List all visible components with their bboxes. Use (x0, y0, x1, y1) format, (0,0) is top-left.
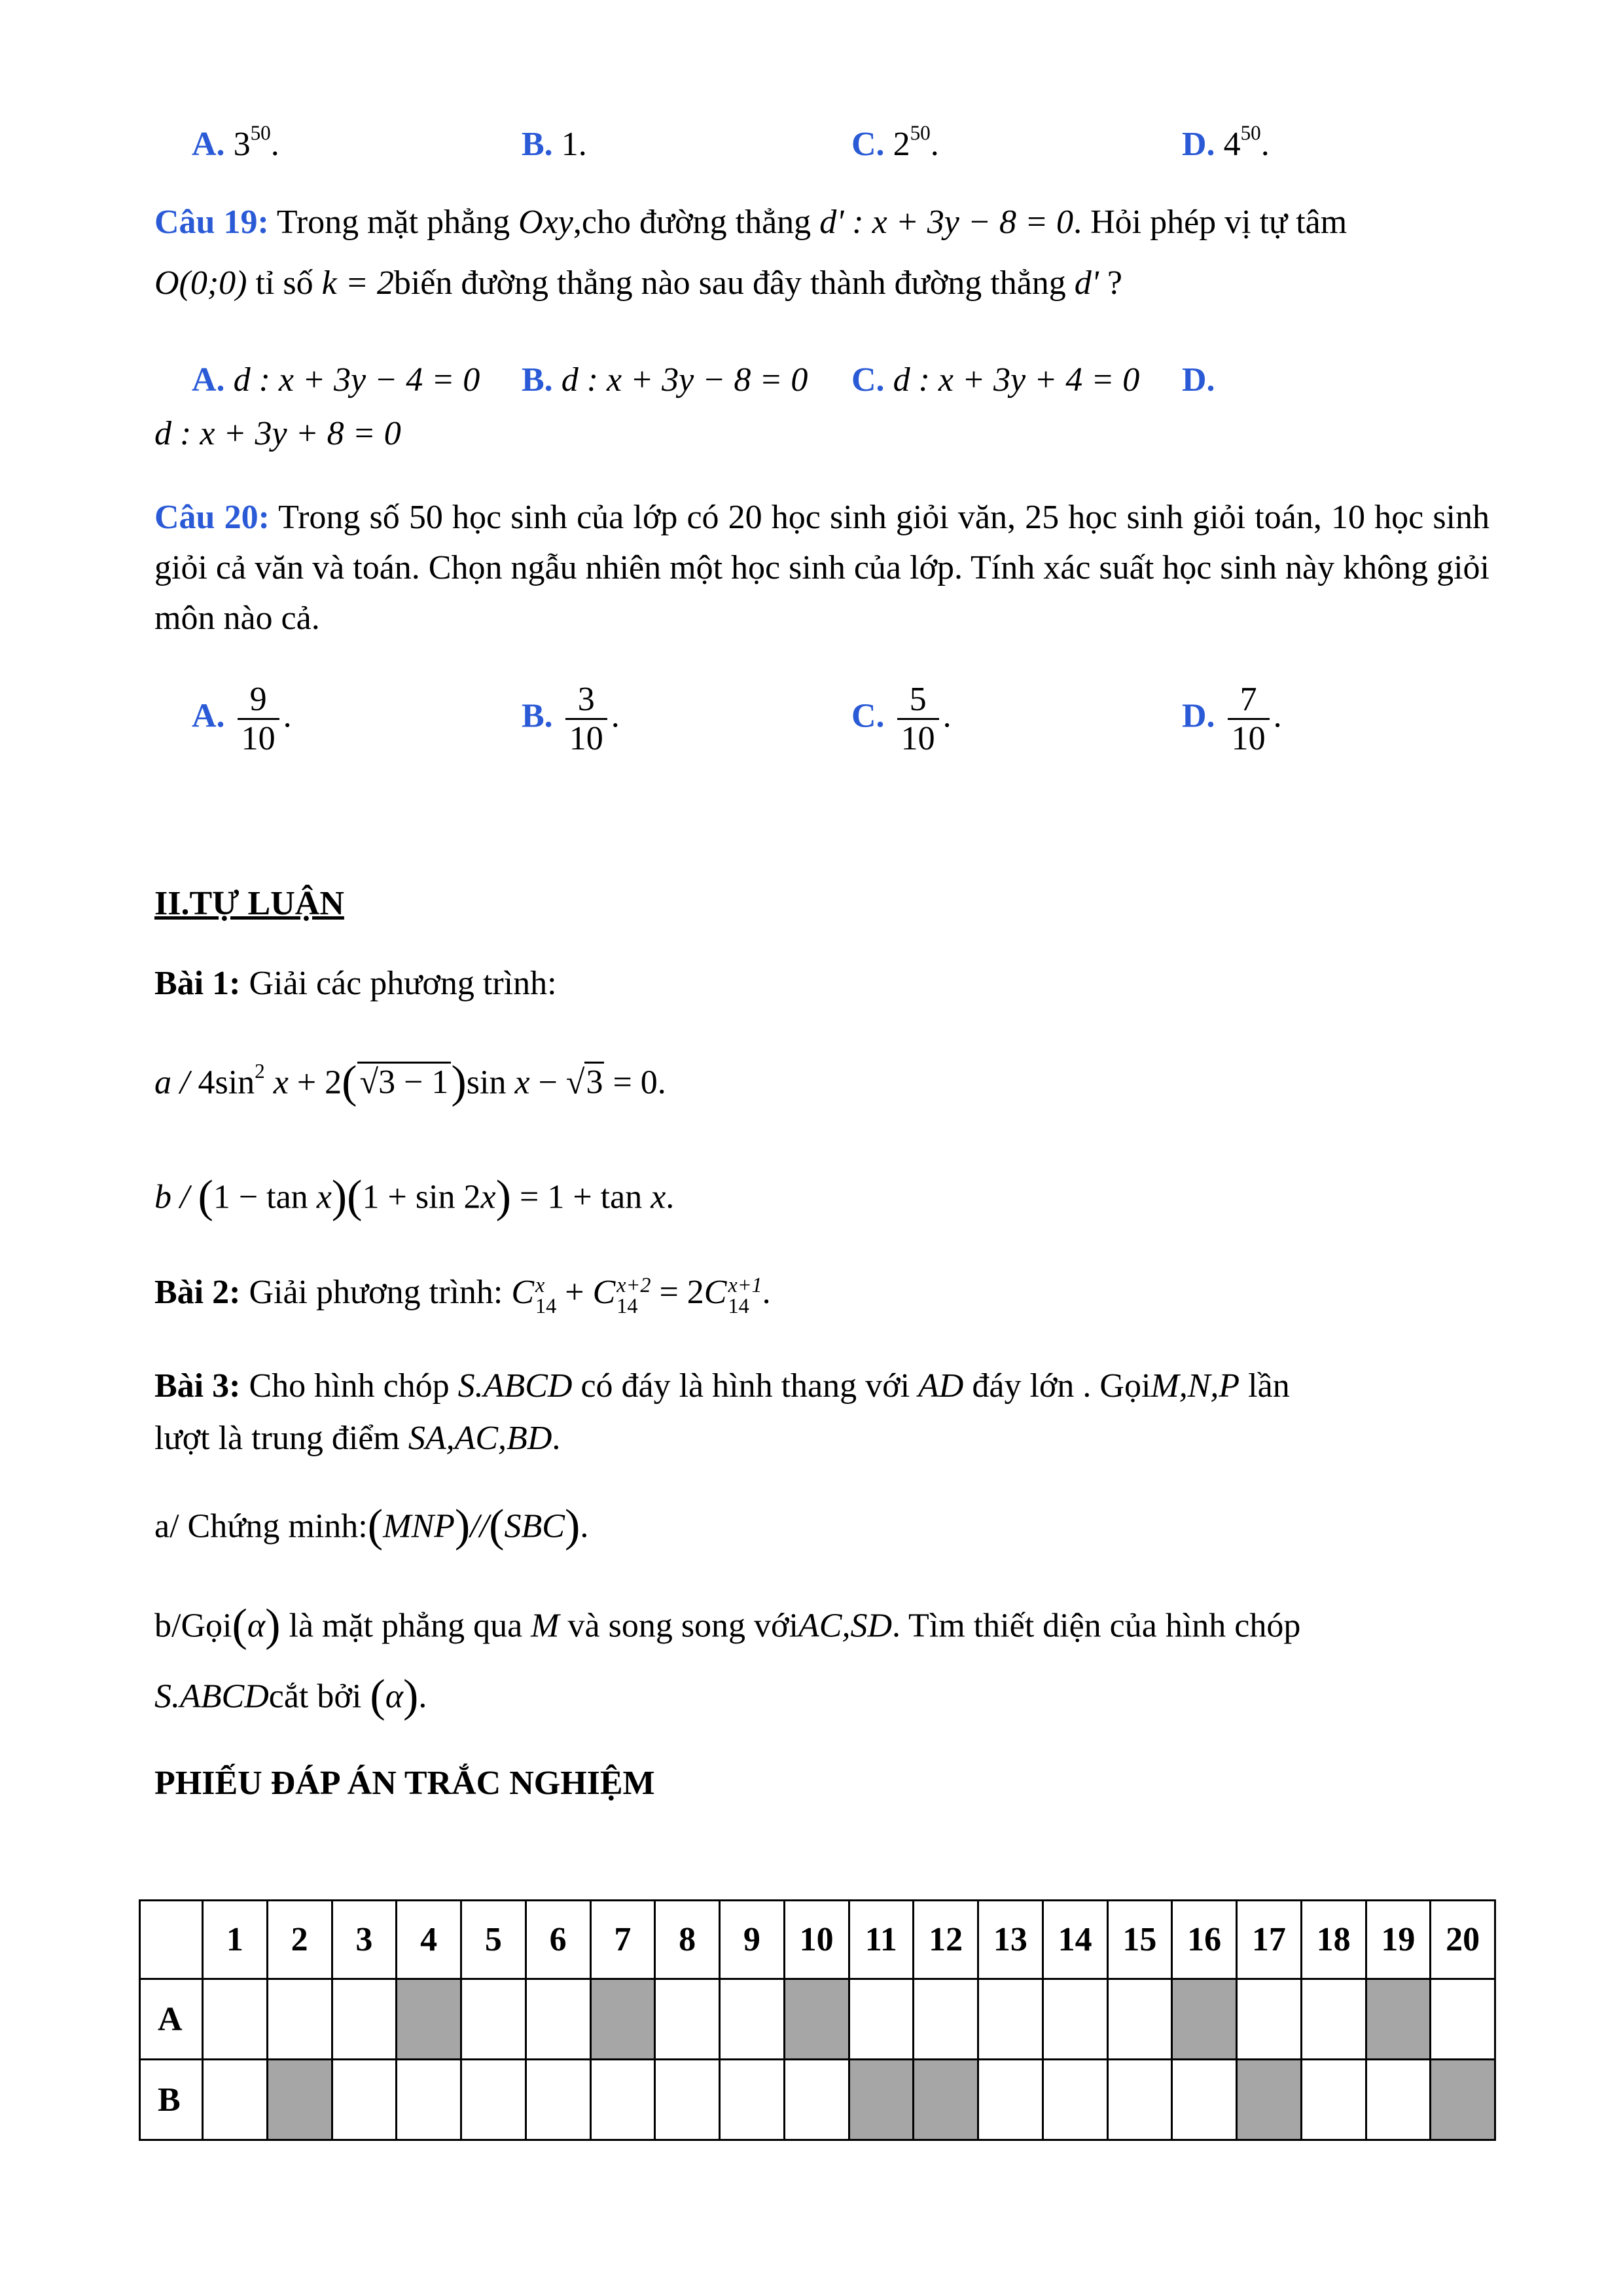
q20-option-b: B. $\frac{3}{10}$ . (522, 681, 620, 758)
answer-cell-b (784, 2060, 849, 2140)
q18-option-b: B. 1. (522, 126, 587, 163)
column-header: 13 (978, 1901, 1043, 1979)
q19-option-b: B. d : x + 3y − 8 = 0 (522, 361, 808, 399)
answer-cell-a (1301, 1979, 1366, 2060)
bai2-equation: C x 14 + C x+2 14 = 2C x+1 14 . (511, 1272, 771, 1318)
q20-text: Câu 20: Trong số 50 học sinh của lớp có 20 học sinh giỏi văn, 25 học sinh giỏi toán, 10 học sinh giỏi cả văn và toán. Chọn ngẫu nhiên một học sinh của lớp. Tính xác suất học sinh này không giỏi môn nào cả. (154, 499, 1490, 637)
answer-cell-a (1366, 1979, 1431, 2060)
q20-option-a: A. $\frac{9}{10}$ . (192, 681, 292, 758)
answer-cell-b (332, 2060, 397, 2140)
fraction: $\frac{5}{10}$ (897, 681, 939, 757)
answer-cell-a (590, 1979, 655, 2060)
section-title: II.TỰ LUẬN (154, 885, 344, 922)
answer-cell-b (1301, 2060, 1366, 2140)
answer-cell-b (1431, 2060, 1495, 2140)
q19-option-a: A. d : x + 3y − 4 = 0 (192, 361, 480, 399)
bai1-equation-b: b / (1 − tan x)(1 + sin 2x) = 1 + tan x. (154, 1171, 675, 1222)
column-header: 9 (720, 1901, 785, 1979)
column-header: 8 (655, 1901, 720, 1979)
q20-option-c: C. $\frac{5}{10}$ . (851, 681, 952, 758)
answer-cell-a (526, 1979, 590, 2060)
answer-cell-b (267, 2060, 332, 2140)
answer-cell-b (1172, 2060, 1237, 2140)
column-header: 7 (590, 1901, 655, 1979)
answer-cell-b (978, 2060, 1043, 2140)
answer-cell-a (1237, 1979, 1302, 2060)
column-header: 3 (332, 1901, 397, 1979)
fraction: $\frac{9}{10}$ (238, 681, 279, 757)
option-label: A. (192, 126, 225, 163)
answer-cell-b (203, 2060, 268, 2140)
answer-cell-b (1043, 2060, 1107, 2140)
question-label: Câu 19: (154, 204, 269, 241)
q20-option-d: D. $\frac{7}{10}$ . (1182, 681, 1282, 758)
bai1-equation-a: a / $4\sin^2$ x + 2(√3 − 1)sin x − √3 = 0. (154, 1056, 666, 1107)
question-label: Câu 20: (154, 499, 270, 536)
answer-cell-a (1172, 1979, 1237, 2060)
answer-cell-b (1366, 2060, 1431, 2140)
answer-cell-b (461, 2060, 526, 2140)
column-header: 11 (849, 1901, 914, 1979)
answer-sheet-title: PHIẾU ĐÁP ÁN TRẮC NGHIỆM (154, 1765, 655, 1802)
answer-sheet-table (139, 1899, 1496, 2141)
bai3-part-b-line-1: b/Gọi(α) là mặt phẳng qua M và song song vớiAC,SD. Tìm thiết diện của hình chóp (154, 1600, 1301, 1651)
answer-cell-a (461, 1979, 526, 2060)
q19-option-d-math: d : x + 3y + 8 = 0 (154, 415, 401, 452)
answer-sheet-header-row (140, 1901, 1495, 1979)
fraction: $\frac{3}{10}$ (565, 681, 607, 757)
answer-cell-a (978, 1979, 1043, 2060)
q19-option-d-label: D. (1182, 361, 1215, 399)
column-header: 20 (1431, 1901, 1495, 1979)
answer-cell-b (526, 2060, 590, 2140)
answer-cell-a (914, 1979, 978, 2060)
column-header: 10 (784, 1901, 849, 1979)
answer-cell-a (267, 1979, 332, 2060)
option-label: B. (522, 126, 553, 163)
column-header: 2 (267, 1901, 332, 1979)
column-header: 17 (1237, 1901, 1302, 1979)
bai3-line-2: lượt là trung điểm SA,AC,BD. (154, 1420, 561, 1457)
column-header: 5 (461, 1901, 526, 1979)
option-label: C. (851, 126, 885, 163)
bai2-line: Bài 2: Giải phương trình: C x 14 + C x+2 14 = 2C x+1 14 . (154, 1272, 771, 1318)
bai3-part-a: a/ Chứng minh:(MNP)//(SBC). (154, 1500, 589, 1551)
column-header: 12 (914, 1901, 978, 1979)
q19-line-1: Câu 19: Trong mặt phẳng Oxy,cho đường thẳng d' : x + 3y − 8 = 0. Hỏi phép vị tự tâm (154, 204, 1347, 241)
column-header: 19 (1366, 1901, 1431, 1979)
column-header: 18 (1301, 1901, 1366, 1979)
answer-cell-b (655, 2060, 720, 2140)
answer-row-a (140, 1979, 1495, 2060)
answer-cell-b (914, 2060, 978, 2140)
column-header: 16 (1172, 1901, 1237, 1979)
answer-cell-b (590, 2060, 655, 2140)
q18-option-a: A. $3^{50}$. (192, 121, 279, 163)
answer-cell-a (655, 1979, 720, 2060)
answer-cell-a (203, 1979, 268, 2060)
q18-option-d: D. $4^{50}$. (1182, 121, 1270, 163)
q19-line-2: O(0;0) tỉ số k = 2biến đường thẳng nào sau đây thành đường thẳng d' ? (154, 264, 1122, 302)
answer-cell-a (720, 1979, 785, 2060)
column-header: 1 (203, 1901, 268, 1979)
bai3-line-1: Bài 3: Cho hình chóp S.ABCD có đáy là hình thang với AD đáy lớn . GọiM,N,P lần (154, 1367, 1290, 1405)
answer-cell-b (1237, 2060, 1302, 2140)
option-label: D. (1182, 126, 1215, 163)
row-label-b: B (140, 2060, 203, 2140)
answer-cell-a (1043, 1979, 1107, 2060)
row-label-a: A (140, 1979, 203, 2060)
answer-cell-a (849, 1979, 914, 2060)
column-header: 4 (397, 1901, 461, 1979)
answer-cell-a (784, 1979, 849, 2060)
answer-cell-b (397, 2060, 461, 2140)
q18-option-c: C. $2^{50}$. (851, 121, 939, 163)
column-header: 6 (526, 1901, 590, 1979)
answer-cell-b (720, 2060, 785, 2140)
q19-option-c: C. d : x + 3y + 4 = 0 (851, 361, 1140, 399)
bai1-heading: Bài 1: Giải các phương trình: (154, 965, 557, 1002)
column-header: 14 (1043, 1901, 1107, 1979)
corner-cell (140, 1901, 203, 1979)
answer-cell-a (397, 1979, 461, 2060)
answer-cell-a (332, 1979, 397, 2060)
answer-row-b (140, 2060, 1495, 2140)
fraction: $\frac{7}{10}$ (1228, 681, 1270, 757)
bai3-part-b-line-2: S.ABCDcắt bởi (α). (154, 1670, 427, 1721)
column-header: 15 (1107, 1901, 1172, 1979)
answer-cell-a (1107, 1979, 1172, 2060)
answer-cell-a (1431, 1979, 1495, 2060)
answer-cell-b (1107, 2060, 1172, 2140)
answer-cell-b (849, 2060, 914, 2140)
